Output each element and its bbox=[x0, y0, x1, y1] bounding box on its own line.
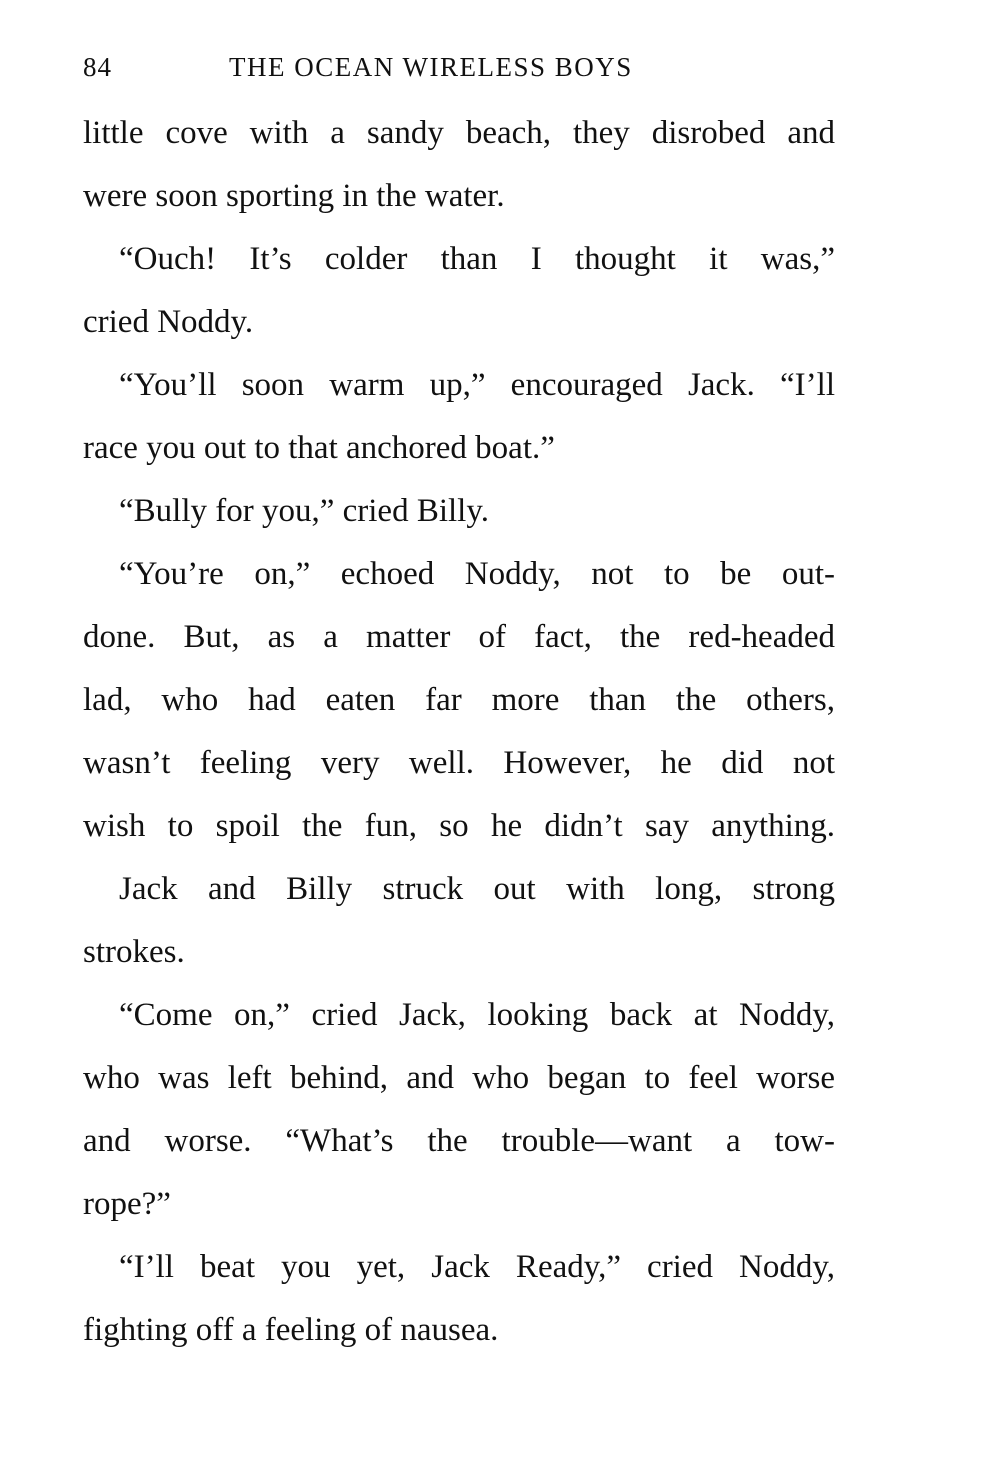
text-line: wish to spoil the fun, so he didn’t say anything. bbox=[83, 808, 835, 844]
text-line: strokes. bbox=[83, 934, 185, 970]
text-line: fighting off a feeling of nausea. bbox=[83, 1312, 499, 1348]
text-line: done. But, as a matter of fact, the red-headed bbox=[83, 619, 835, 655]
text-line: “You’ll soon warm up,” encouraged Jack. “I’ll bbox=[119, 367, 835, 403]
page-number: 84 bbox=[83, 52, 112, 82]
text-line: cried Noddy. bbox=[83, 304, 254, 340]
text-line: little cove with a sandy beach, they disrobed and bbox=[83, 115, 835, 151]
text-line: “Come on,” cried Jack, looking back at Noddy, bbox=[119, 997, 835, 1033]
text-line: “I’ll beat you yet, Jack Ready,” cried Noddy, bbox=[119, 1249, 835, 1285]
text-line: rope?” bbox=[83, 1186, 171, 1222]
text-line: and worse. “What’s the trouble—want a tow- bbox=[83, 1123, 835, 1159]
text-line: were soon sporting in the water. bbox=[83, 178, 505, 214]
text-line: Jack and Billy struck out with long, strong bbox=[119, 871, 835, 907]
text-line: lad, who had eaten far more than the others, bbox=[83, 682, 835, 718]
text-line: wasn’t feeling very well. However, he did not bbox=[83, 745, 835, 781]
text-line: “You’re on,” echoed Noddy, not to be out- bbox=[119, 556, 835, 592]
running-head: THE OCEAN WIRELESS BOYS bbox=[229, 52, 633, 82]
text-line: race you out to that anchored boat.” bbox=[83, 430, 555, 466]
body-text bbox=[83, 102, 835, 1362]
text-line: “Bully for you,” cried Billy. bbox=[119, 493, 489, 529]
page-header bbox=[83, 52, 843, 92]
text-line: “Ouch! It’s colder than I thought it was,” bbox=[119, 241, 835, 277]
text-line: who was left behind, and who began to feel worse bbox=[83, 1060, 835, 1096]
